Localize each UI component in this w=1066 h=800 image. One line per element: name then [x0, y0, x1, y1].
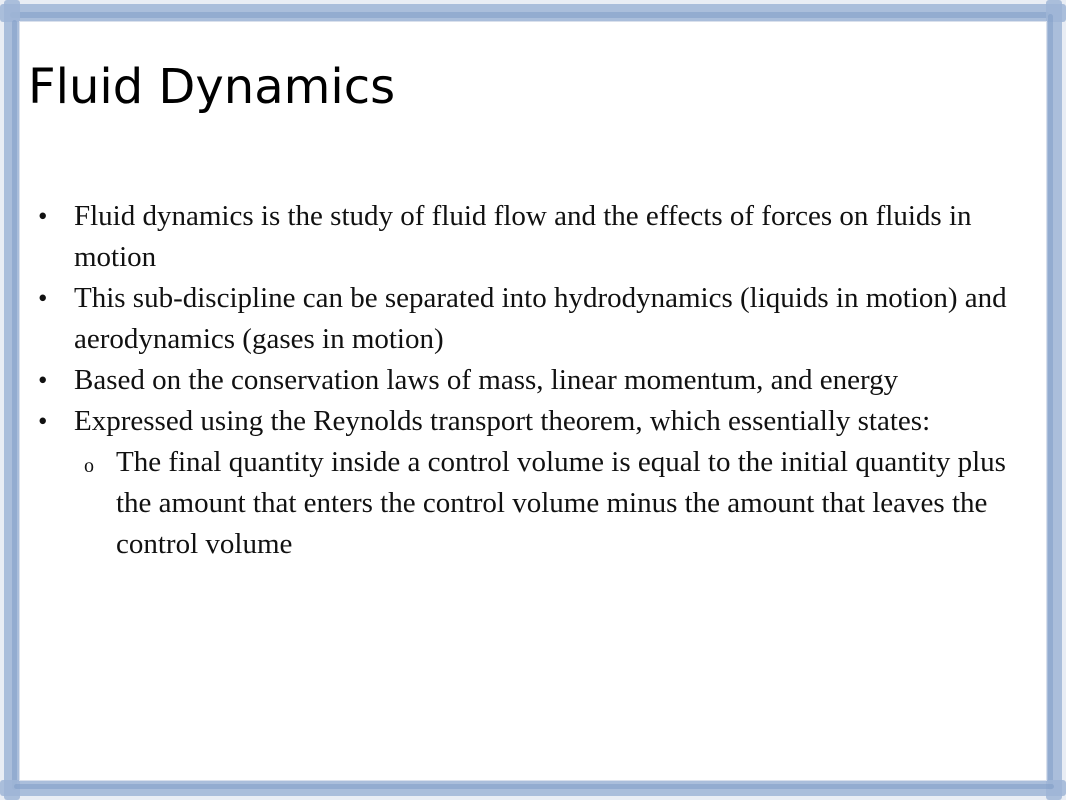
bullet-marker: •	[38, 406, 48, 436]
bullet-marker: •	[38, 365, 48, 395]
bullet-marker: •	[38, 283, 48, 313]
bullet-item	[36, 278, 1042, 360]
bullet-text: Expressed using the Reynolds transport theorem, which essentially states:	[74, 405, 931, 437]
sub-bullet-marker: o	[84, 455, 94, 477]
bullet-item	[36, 360, 1042, 401]
bullet-item	[36, 401, 1042, 565]
sub-bullet-item	[74, 442, 1042, 565]
sub-bullet-text: The final quantity inside a control volume is equal to the initial quantity plus the amount that enters the control volume minus the amount that leaves the control volume	[116, 446, 1006, 560]
bullet-item	[36, 196, 1042, 278]
frame-stroke-left-2	[12, 20, 17, 790]
frame-stroke-bottom-2	[14, 784, 1054, 789]
bullet-list	[36, 196, 1042, 565]
sub-bullet-list	[74, 442, 1042, 565]
frame-stroke-right-2	[1048, 14, 1053, 790]
bullet-text: This sub-discipline can be separated into hydrodynamics (liquids in motion) and aerodynamics (gases in motion)	[74, 282, 1007, 355]
bullet-text: Fluid dynamics is the study of fluid flow and the effects of forces on fluids in motion	[74, 200, 972, 273]
slide-title: Fluid Dynamics	[28, 59, 396, 115]
bullet-text: Based on the conservation laws of mass, linear momentum, and energy	[74, 364, 899, 396]
bullet-marker: •	[38, 201, 48, 231]
frame-stroke-top-2	[10, 12, 1050, 18]
